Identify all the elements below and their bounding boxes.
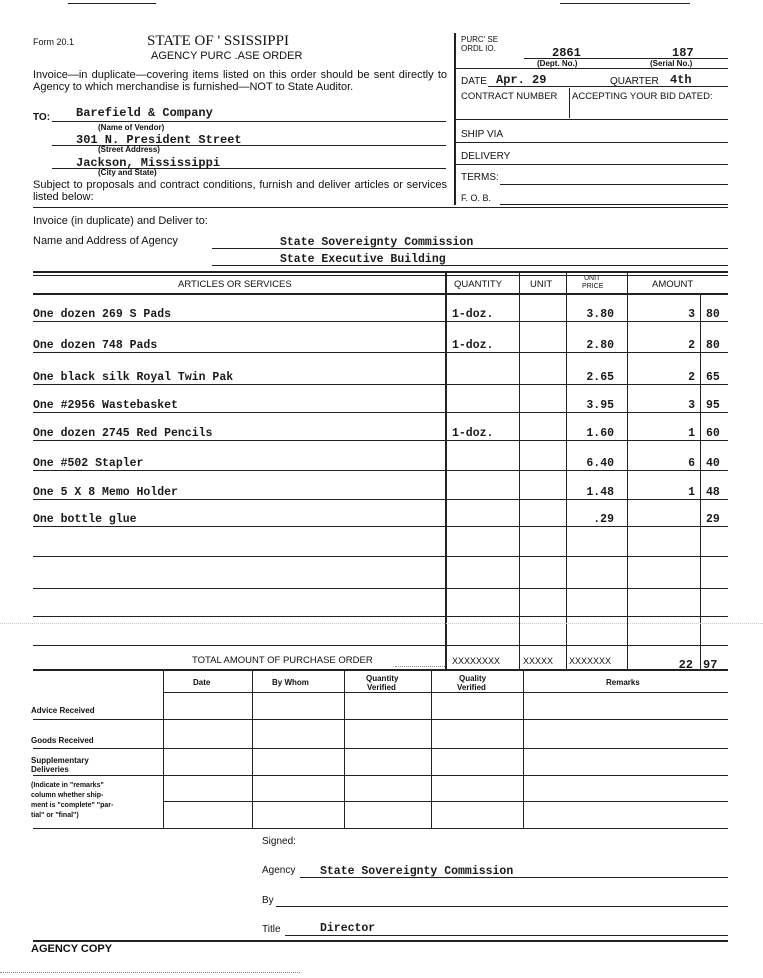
- signature-title-label: Title: [262, 924, 281, 935]
- serial-caption: (Serial No.): [650, 59, 693, 68]
- receipt-header-line: [163, 692, 728, 693]
- item-unit-price: 2.65: [586, 371, 614, 384]
- col-line-unit: [519, 271, 520, 671]
- item-amount-dollars: 3: [688, 399, 695, 412]
- header-articles: ARTICLES OR SERVICES: [178, 279, 292, 290]
- item-amount-cents: 95: [706, 399, 720, 412]
- receipt-header-date: Date: [193, 678, 211, 687]
- vendor-street-caption: (Street Address): [98, 145, 160, 154]
- row-note-3: ment is "complete" "par-: [31, 802, 114, 809]
- header-amount: AMOUNT: [652, 279, 694, 290]
- signature-agency-label: Agency: [262, 865, 296, 876]
- item-unit-price: 3.95: [586, 399, 614, 412]
- row-supplementary-2: Deliveries: [31, 765, 69, 774]
- item-unit-price: .29: [593, 513, 614, 526]
- item-amount-cents: 65: [706, 371, 720, 384]
- signature-agency-value: State Sovereignty Commission: [320, 865, 514, 878]
- quarter-label: QUARTER: [610, 76, 659, 87]
- row-note-4: tial" or "final"): [31, 812, 79, 819]
- receipt-col-bywhom: [252, 670, 253, 829]
- receipt-line-4: [163, 801, 728, 802]
- header-unit-price-2: PRICE: [582, 283, 604, 290]
- item-article: One #2956 Wastebasket: [33, 399, 178, 412]
- col-line-quantity: [445, 271, 447, 671]
- receipt-header-qty-1: Quantity: [366, 674, 399, 683]
- terms-label: TERMS:: [461, 172, 499, 183]
- ship-via-label: SHIP VIA: [461, 129, 504, 140]
- receipt-header-remarks: Remarks: [606, 678, 640, 687]
- header-unit: UNIT: [530, 279, 553, 290]
- row-advice-received: Advice Received: [31, 706, 95, 715]
- fob-line: [500, 204, 728, 205]
- item-quantity: 1-doz.: [452, 339, 494, 352]
- quarter-value: 4th: [670, 73, 692, 87]
- footer-border: [33, 940, 728, 942]
- contract-divider: [569, 88, 570, 118]
- receipt-header-quality-1: Quality: [459, 674, 487, 683]
- item-amount-dollars: 3: [688, 308, 695, 321]
- scan-mark: [68, 3, 156, 4]
- row-note-2: column whether ship-: [31, 792, 104, 799]
- item-amount-dollars: 2: [688, 371, 695, 384]
- header-divider: [33, 207, 728, 208]
- table-row-line: [33, 412, 728, 413]
- receipt-bottom-line: [33, 828, 728, 829]
- signature-title-value: Director: [320, 922, 376, 935]
- item-article: One dozen 269 S Pads: [33, 308, 172, 321]
- total-dollars: 22: [678, 658, 693, 672]
- terms-line: [500, 184, 728, 185]
- vendor-city: Jackson, Mississippi: [76, 156, 221, 170]
- table-row-line: [33, 526, 728, 527]
- agency-address-line-1: State Sovereignty Commission: [280, 236, 474, 249]
- item-unit-price: 1.60: [586, 427, 614, 440]
- item-amount-cents: 80: [706, 339, 720, 352]
- to-label: TO:: [33, 112, 51, 123]
- table-row-line: [33, 645, 728, 646]
- total-qty-x: XXXXXXXX: [452, 656, 501, 666]
- scan-mark: [560, 3, 690, 4]
- date-line: [488, 86, 728, 87]
- receipt-header-by-whom: By Whom: [272, 678, 309, 687]
- receipt-header-qty-2: Verified: [367, 683, 396, 692]
- vendor-street: 301 N. President Street: [76, 133, 242, 147]
- table-row-line: [33, 470, 728, 471]
- po-label-2: ORDL IO.: [461, 44, 496, 53]
- row-supplementary-1: Supplementary: [31, 756, 89, 765]
- contract-line: [455, 119, 728, 120]
- signature-by-line: [276, 906, 728, 907]
- date-value: Apr. 29: [496, 73, 547, 87]
- delivery-line: [455, 164, 728, 165]
- agency-line-2: [212, 265, 728, 266]
- row-note-1: (Indicate in "remarks": [31, 782, 104, 789]
- receipt-col-date: [163, 670, 164, 829]
- agency-copy-label: AGENCY COPY: [31, 943, 113, 955]
- item-article: One bottle glue: [33, 513, 137, 526]
- item-amount-dollars: 6: [688, 457, 695, 470]
- header-quantity: QUANTITY: [454, 279, 503, 290]
- perforation: [0, 972, 300, 973]
- total-cents: 97: [703, 658, 718, 672]
- agency-address-line-2: State Executive Building: [280, 253, 446, 266]
- agency-address-label: Name and Address of Agency: [33, 235, 178, 247]
- table-top-border-inner: [33, 275, 728, 276]
- receipt-header-quality-2: Verified: [457, 683, 486, 692]
- col-line-cents: [700, 293, 701, 671]
- vendor-name-caption: (Name of Vendor): [98, 123, 165, 132]
- instructions-text: Invoice—in duplicate—covering items listed on this order should be sent directly to Agency to which merchandise is furnished—NOT to State Auditor.: [33, 69, 447, 93]
- receipt-col-remarks: [523, 670, 524, 829]
- col-line-amount: [627, 271, 628, 671]
- table-row-line: [33, 384, 728, 385]
- form-title: STATE OF ' SSISSIPPI: [147, 33, 289, 49]
- ship-via-line: [455, 142, 728, 143]
- table-row-line: [33, 352, 728, 353]
- receipt-col-qty: [344, 670, 345, 829]
- agency-line-1: [212, 248, 728, 249]
- item-article: One dozen 2745 Red Pencils: [33, 427, 213, 440]
- item-amount-cents: 48: [706, 486, 720, 499]
- vendor-city-caption: (City and State): [98, 168, 157, 177]
- delivery-label: DELIVERY: [461, 151, 511, 162]
- item-unit-price: 6.40: [586, 457, 614, 470]
- dept-caption: (Dept. No.): [537, 59, 578, 68]
- receipt-line-2: [33, 748, 728, 749]
- item-quantity: 1-doz.: [452, 308, 494, 321]
- signature-title-line: [285, 935, 728, 936]
- contract-number-label: CONTRACT NUMBER: [461, 91, 558, 102]
- receipt-line-1: [33, 719, 728, 720]
- item-article: One dozen 748 Pads: [33, 339, 158, 352]
- item-amount-dollars: 1: [688, 427, 695, 440]
- item-amount-cents: 40: [706, 457, 720, 470]
- item-unit-price: 2.80: [586, 339, 614, 352]
- item-article: One #502 Stapler: [33, 457, 144, 470]
- form-subtitle: AGENCY PURC .ASE ORDER: [151, 50, 303, 62]
- form-number: Form 20.1: [33, 37, 75, 47]
- signature-agency-line: [300, 877, 728, 878]
- date-label: DATE: [461, 76, 487, 87]
- item-amount-cents: 60: [706, 427, 720, 440]
- total-unit-x: XXXXX: [523, 656, 554, 666]
- table-row-line: [33, 499, 728, 500]
- invoice-deliver-label: Invoice (in duplicate) and Deliver to:: [33, 215, 208, 227]
- receipt-line-3: [33, 775, 728, 776]
- table-top-border: [33, 271, 728, 273]
- item-unit-price: 1.48: [586, 486, 614, 499]
- col-line-price: [566, 271, 567, 671]
- vendor-name: Barefield & Company: [76, 106, 213, 120]
- subject-text: Subject to proposals and contract conditions, furnish and deliver articles or services listed below:: [33, 179, 447, 203]
- serial-number: 187: [672, 46, 694, 60]
- total-price-x: XXXXXXX: [569, 656, 612, 666]
- item-amount-cents: 29: [706, 513, 720, 526]
- header-unit-price-1: UNIT: [584, 275, 601, 282]
- item-quantity: 1-doz.: [452, 427, 494, 440]
- item-amount-dollars: 1: [688, 486, 695, 499]
- fob-label: F. O. B.: [461, 193, 492, 203]
- row-goods-received: Goods Received: [31, 736, 94, 745]
- fold-crease: [0, 623, 763, 624]
- item-article: One 5 X 8 Memo Holder: [33, 486, 178, 499]
- accepting-bid-label: ACCEPTING YOUR BID DATED:: [572, 91, 713, 102]
- table-row-line: [33, 616, 728, 617]
- item-unit-price: 3.80: [586, 308, 614, 321]
- table-row-line: [33, 440, 728, 441]
- item-amount-dollars: 2: [688, 339, 695, 352]
- total-leader: [395, 666, 445, 667]
- item-amount-cents: 80: [706, 308, 720, 321]
- signature-by-label: By: [262, 895, 274, 906]
- total-bottom-border: [33, 669, 728, 671]
- table-row-line: [33, 556, 728, 557]
- signed-label: Signed:: [262, 836, 296, 847]
- table-row-line: [33, 588, 728, 589]
- dept-number: 2861: [552, 46, 581, 60]
- total-label: TOTAL AMOUNT OF PURCHASE ORDER: [192, 655, 373, 666]
- receipt-col-quality: [431, 670, 432, 829]
- po-label-1: PURC' SE: [461, 35, 499, 44]
- vendor-name-line: [52, 121, 446, 122]
- table-row-line: [33, 321, 728, 322]
- item-article: One black silk Royal Twin Pak: [33, 371, 234, 384]
- order-box-divider: [455, 68, 728, 69]
- table-header-bottom: [33, 293, 728, 295]
